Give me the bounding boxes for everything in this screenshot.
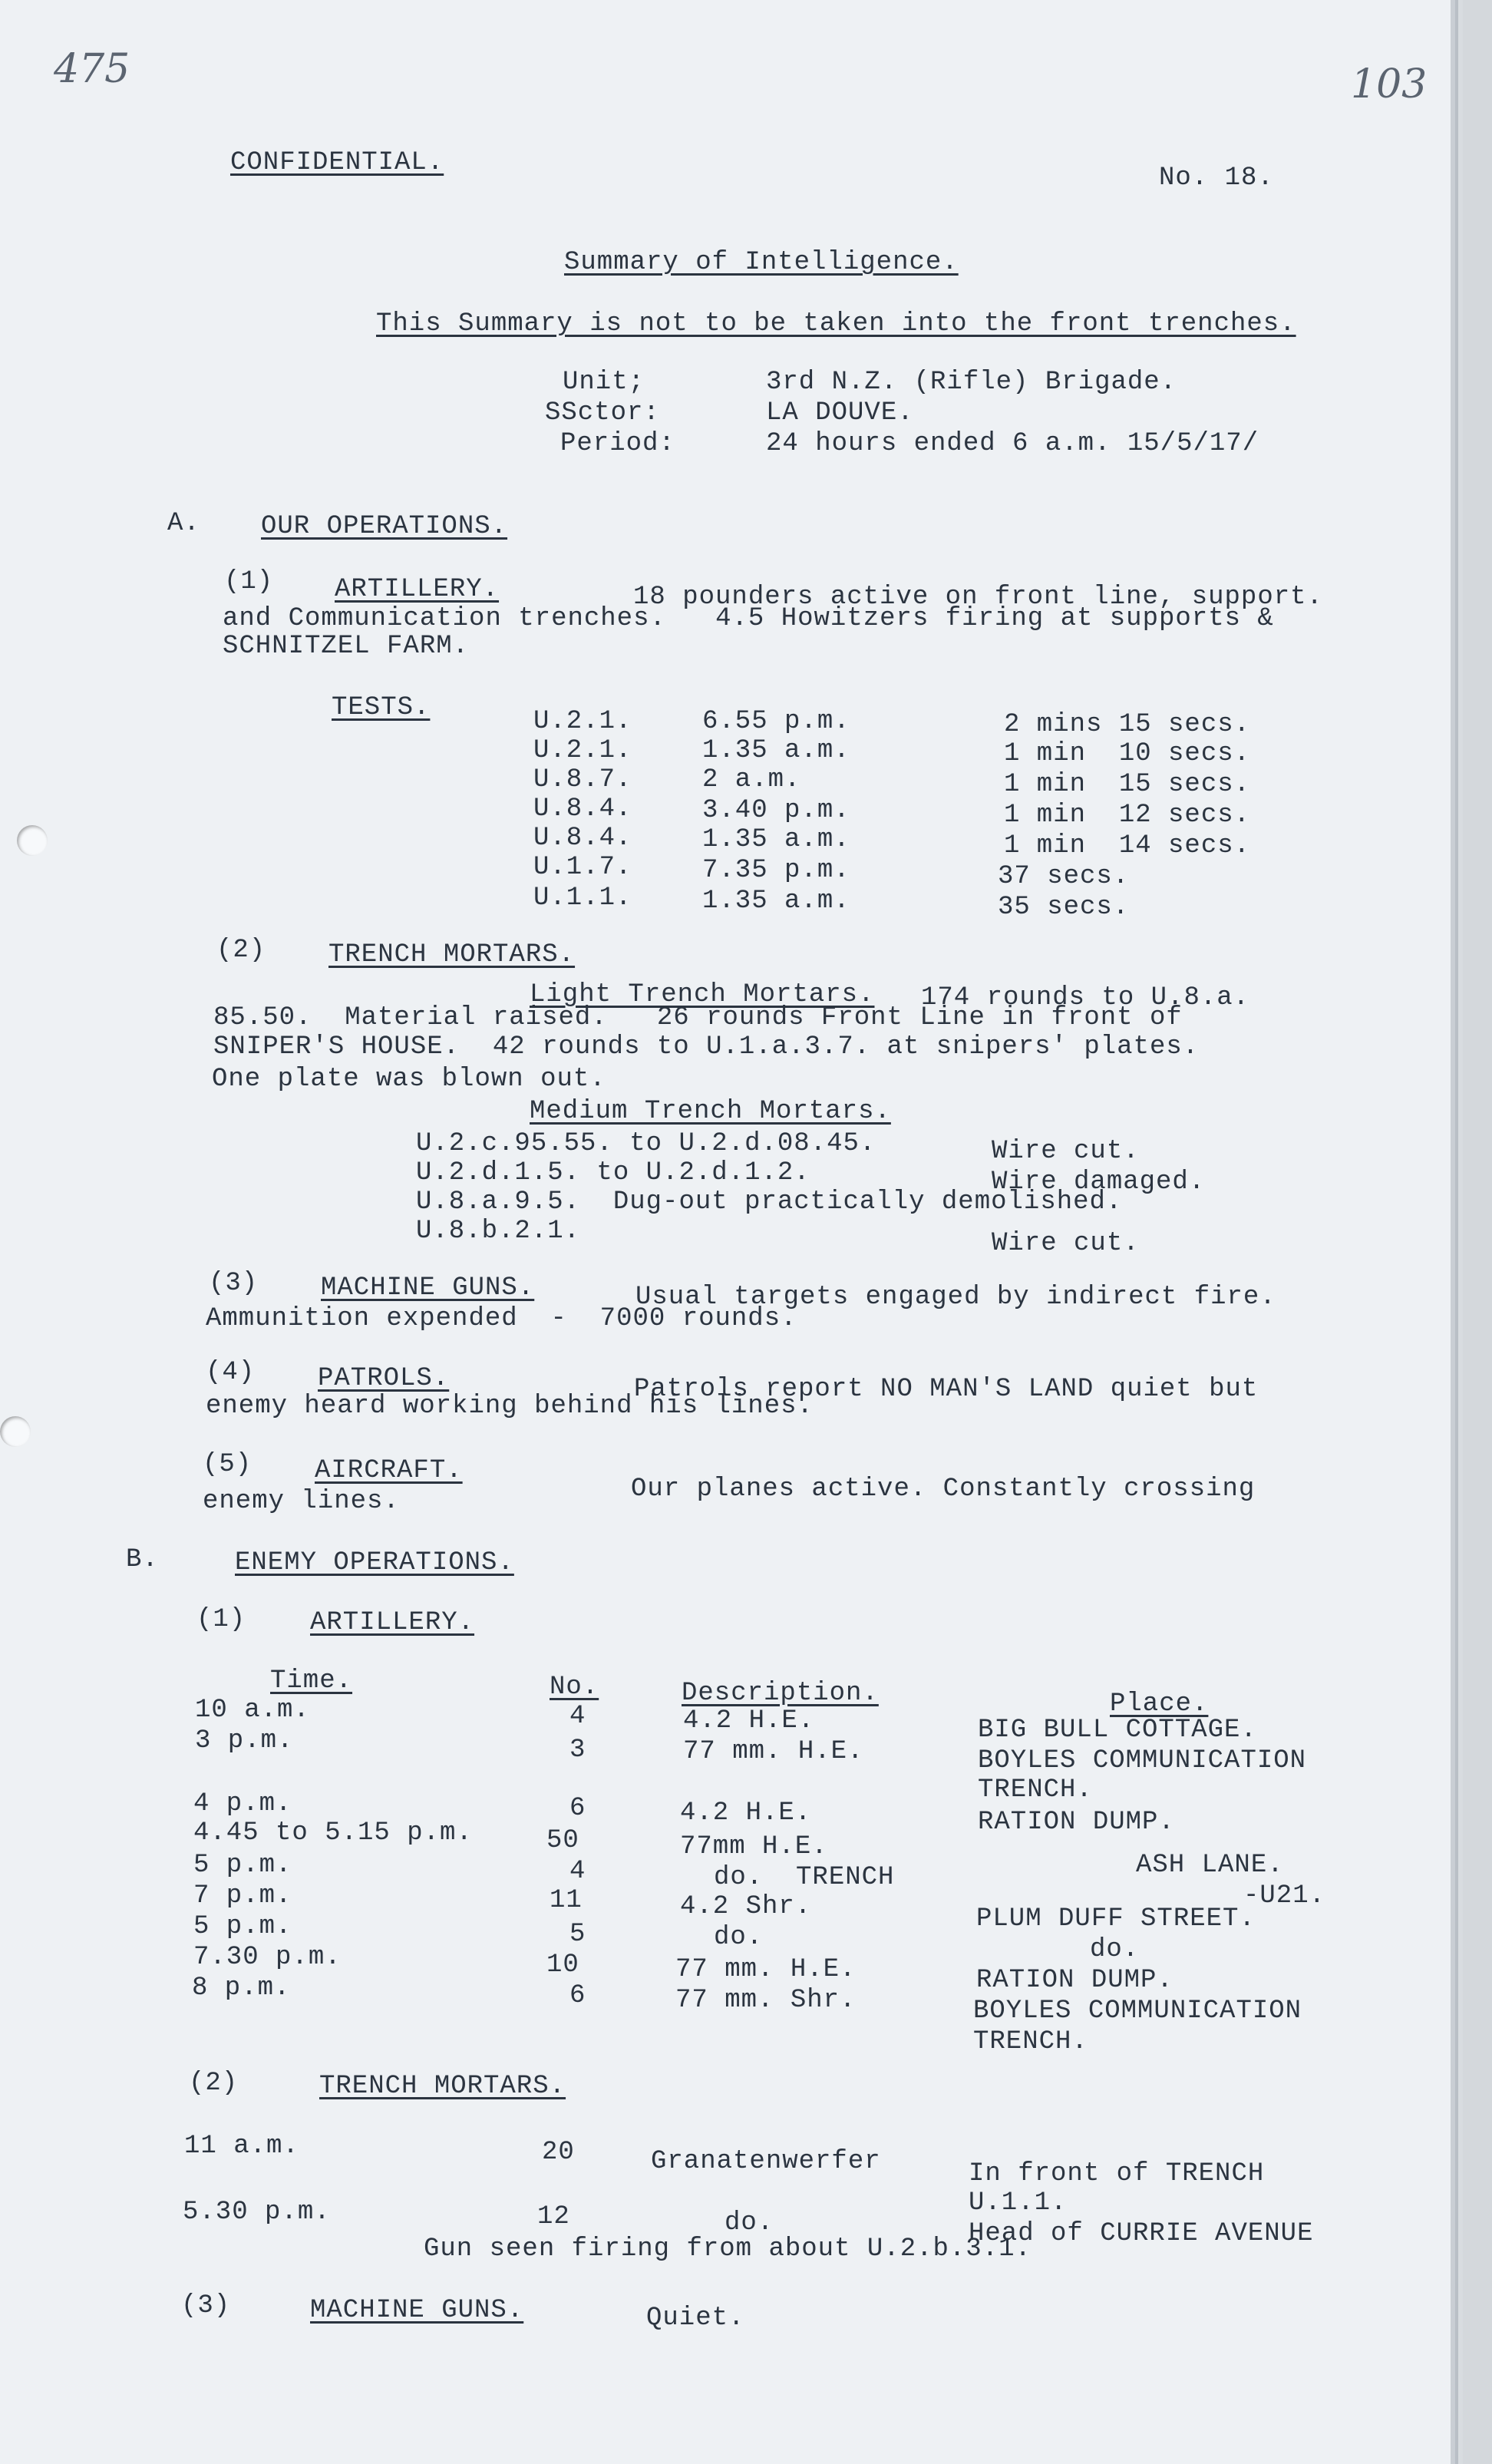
light-tm-text-2: 85.50. Material raised. 26 rounds Front Line in front of — [213, 1003, 1183, 1032]
light-tm-text-4: One plate was blown out. — [212, 1065, 606, 1094]
medium-tm-result: Wire damaged. — [992, 1168, 1206, 1197]
col-header-time: Time. — [270, 1666, 353, 1696]
etm-time: 5.30 p.m. — [183, 2198, 331, 2227]
a-artillery-text-1: 18 pounders active on front line, support. — [633, 583, 1323, 612]
section-a-heading: OUR OPERATIONS. — [261, 512, 508, 541]
tests-loc: U.1.1. — [533, 884, 632, 913]
ea-place: RATION DUMP. — [976, 1966, 1173, 1995]
light-tm-text-3: SNIPER'S HOUSE. 42 rounds to U.1.a.3.7. at snipers' plates. — [213, 1032, 1200, 1062]
ea-desc: 4.2 H.E. — [680, 1798, 812, 1828]
ea-desc: 4.2 H.E. — [683, 1706, 815, 1736]
tests-time: 2 a.m. — [702, 765, 801, 794]
medium-tm-result: Wire cut. — [992, 1137, 1140, 1166]
a-artillery-num: (1) — [224, 567, 274, 596]
tests-label: TESTS. — [332, 693, 431, 722]
ea-place: PLUM DUFF STREET. — [976, 1904, 1256, 1934]
ea-no: 4 — [569, 1702, 586, 1731]
ea-no: 4 — [569, 1857, 586, 1886]
ea-time: 4.45 to 5.15 p.m. — [193, 1818, 473, 1848]
tests-time: 3.40 p.m. — [702, 796, 850, 825]
b-artillery-num: (1) — [196, 1605, 246, 1634]
medium-tm-result: Wire cut. — [992, 1229, 1140, 1258]
medium-tm-target: U.2.c.95.55. to U.2.d.08.45. — [416, 1129, 876, 1158]
ea-time: 10 a.m. — [195, 1696, 310, 1725]
ea-place: do. — [1090, 1935, 1140, 1964]
medium-trench-mortars-label: Medium Trench Mortars. — [530, 1097, 891, 1126]
a-machine-guns-num: (3) — [209, 1269, 259, 1298]
ea-place: BOYLES COMMUNICATION — [978, 1746, 1307, 1775]
tests-time: 1.35 a.m. — [702, 736, 850, 765]
a-patrols-label: PATROLS. — [318, 1364, 450, 1393]
tests-loc: U.1.7. — [533, 853, 632, 882]
b-artillery-label: ARTILLERY. — [310, 1608, 475, 1637]
period-value: 24 hours ended 6 a.m. 15/5/17/ — [766, 429, 1259, 458]
light-tm-text-1: 174 rounds to U.8.a. — [921, 983, 1250, 1012]
light-trench-mortars-label: Light Trench Mortars. — [530, 980, 875, 1009]
confidential-label: CONFIDENTIAL. — [230, 148, 444, 177]
unit-label: Unit; — [563, 368, 645, 397]
summary-number: No. 18. — [1159, 163, 1274, 193]
section-b-letter: B. — [126, 1545, 159, 1574]
ea-no: 6 — [569, 1981, 586, 2010]
folio-number: 103 — [1351, 61, 1428, 107]
a-machine-guns-text-1: Usual targets engaged by indirect fire. — [635, 1283, 1276, 1312]
a-trench-mortars-label: TRENCH MORTARS. — [328, 940, 576, 969]
ea-place: ASH LANE. — [1136, 1851, 1284, 1880]
tests-loc: U.8.7. — [533, 765, 632, 794]
tests-loc: U.8.4. — [533, 824, 632, 853]
etm-desc: do. — [725, 2208, 774, 2238]
section-b-heading: ENEMY OPERATIONS. — [235, 1548, 514, 1577]
medium-tm-target: U.8.b.2.1. — [416, 1217, 581, 1246]
medium-tm-target: U.8.a.9.5. Dug-out practically demolished. — [416, 1187, 1123, 1217]
ea-no: 6 — [569, 1794, 586, 1823]
ea-desc: 4.2 Shr. — [680, 1892, 812, 1921]
col-header-no: No. — [550, 1673, 599, 1702]
a-patrols-text-1: Patrols report NO MAN'S LAND quiet but — [634, 1375, 1259, 1404]
a-artillery-label: ARTILLERY. — [335, 575, 500, 604]
etm-place: Head of CURRIE AVENUE — [969, 2219, 1314, 2248]
ea-no: 50 — [546, 1826, 579, 1855]
ea-time: 5 p.m. — [193, 1851, 292, 1880]
ea-desc: do. TRENCH — [714, 1863, 895, 1892]
etm-place: In front of TRENCH — [969, 2159, 1265, 2188]
security-notice: This Summary is not to be taken into the front trenches. — [376, 309, 1296, 339]
tests-time: 1.35 a.m. — [702, 887, 850, 916]
ea-time: 8 p.m. — [192, 1974, 291, 2003]
b-machine-guns-num: (3) — [181, 2291, 231, 2320]
a-aircraft-label: AIRCRAFT. — [315, 1456, 463, 1485]
a-artillery-text-3: SCHNITZEL FARM. — [223, 632, 470, 661]
ea-time: 4 p.m. — [193, 1789, 292, 1818]
punch-hole-top — [17, 825, 48, 856]
unit-value: 3rd N.Z. (Rifle) Brigade. — [766, 368, 1177, 397]
ea-place: BIG BULL COTTAGE. — [978, 1716, 1257, 1745]
ea-time: 3 p.m. — [195, 1726, 294, 1756]
ea-desc: 77 mm. Shr. — [675, 1986, 857, 2015]
tests-loc: U.2.1. — [533, 736, 632, 765]
ea-place: -U21. — [1243, 1881, 1326, 1911]
a-patrols-num: (4) — [206, 1358, 256, 1387]
tests-loc: U.8.4. — [533, 794, 632, 824]
punch-hole-bottom — [0, 1416, 31, 1447]
etm-no: 12 — [537, 2202, 570, 2231]
tests-time: 7.35 p.m. — [702, 856, 850, 885]
etm-no: 20 — [542, 2138, 575, 2167]
archive-stamp: 475 — [54, 46, 130, 92]
ea-no: 5 — [569, 1920, 586, 1949]
b-trench-mortars-label: TRENCH MORTARS. — [319, 2072, 566, 2101]
ea-desc: do. — [714, 1923, 764, 1952]
ea-place: BOYLES COMMUNICATION — [973, 1997, 1302, 2026]
ea-desc: 77 mm. H.E. — [683, 1737, 864, 1766]
document-title: Summary of Intelligence. — [564, 248, 959, 277]
ea-no: 3 — [569, 1736, 586, 1765]
ea-place-cont: TRENCH. — [978, 1775, 1093, 1805]
tests-time: 6.55 p.m. — [702, 707, 850, 736]
a-trench-mortars-num: (2) — [216, 936, 266, 965]
col-header-description: Description. — [682, 1679, 879, 1708]
sector-value: LA DOUVE. — [766, 398, 914, 428]
ea-desc: 77 mm. H.E. — [675, 1955, 857, 1984]
ea-place: RATION DUMP. — [978, 1808, 1175, 1837]
tests-time: 1.35 a.m. — [702, 825, 850, 854]
tests-duration: 1 min 10 secs. — [1004, 739, 1251, 768]
medium-tm-target: U.2.d.1.5. to U.2.d.1.2. — [416, 1158, 810, 1187]
ea-place-cont: TRENCH. — [973, 2027, 1088, 2056]
ea-desc: 77mm H.E. — [680, 1832, 828, 1861]
a-machine-guns-text-2: Ammunition expended - 7000 rounds. — [206, 1304, 797, 1333]
b-machine-guns-label: MACHINE GUNS. — [310, 2296, 524, 2325]
tests-duration: 1 min 12 secs. — [1004, 801, 1251, 830]
tests-duration: 35 secs. — [998, 893, 1130, 922]
etm-place-cont: U.1.1. — [969, 2188, 1068, 2218]
tests-duration: 1 min 14 secs. — [1004, 831, 1251, 860]
ea-no: 10 — [546, 1950, 579, 1980]
ea-time: 7.30 p.m. — [193, 1943, 342, 1972]
a-patrols-text-2: enemy heard working behind his lines. — [206, 1392, 814, 1421]
ea-time: 7 p.m. — [193, 1881, 292, 1911]
tests-loc: U.2.1. — [533, 707, 632, 736]
a-aircraft-text-1: Our planes active. Constantly crossing — [631, 1475, 1256, 1504]
b-machine-guns-text: Quiet. — [646, 2304, 745, 2333]
etm-time: 11 a.m. — [184, 2132, 299, 2161]
etm-desc: Granatenwerfer — [651, 2147, 881, 2176]
ea-no: 11 — [550, 1886, 583, 1915]
period-label: Period: — [560, 429, 675, 458]
section-a-letter: A. — [167, 509, 200, 538]
col-header-place: Place. — [1110, 1689, 1209, 1719]
etm-note: Gun seen firing from about U.2.b.3.1. — [424, 2234, 1032, 2264]
a-artillery-text-2: and Communication trenches. 4.5 Howitzers firing at supports & — [223, 604, 1274, 633]
a-aircraft-num: (5) — [203, 1450, 253, 1479]
tests-duration: 37 secs. — [998, 862, 1130, 891]
a-machine-guns-label: MACHINE GUNS. — [321, 1273, 535, 1303]
ea-time: 5 p.m. — [193, 1912, 292, 1941]
sector-label: SSctor: — [545, 398, 660, 428]
a-aircraft-text-2: enemy lines. — [203, 1487, 400, 1516]
tests-duration: 2 mins 15 secs. — [1004, 710, 1251, 739]
b-trench-mortars-num: (2) — [189, 2069, 239, 2098]
tests-duration: 1 min 15 secs. — [1004, 770, 1251, 799]
